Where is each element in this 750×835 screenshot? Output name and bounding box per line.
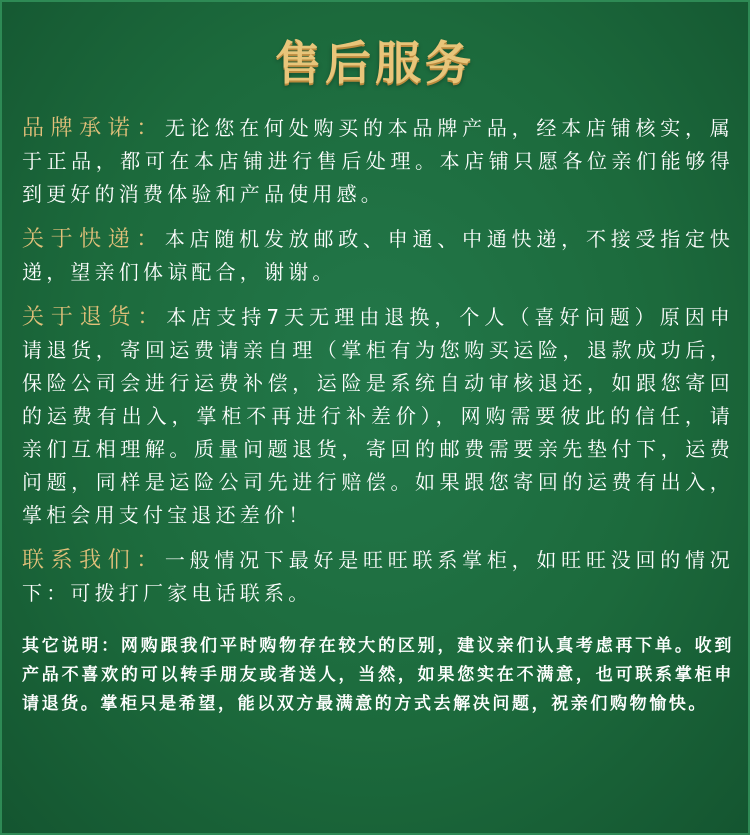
returns-text: 本店支持7天无理由退换，个人（喜好问题）原因申请退货，寄回运费请亲自理（掌柜有为您购买运险，退款成功后，保险公司会进行运费补偿，运险是系统自动审核退还，如跟您寄回的运费有出入，掌柜不再进行补差价），网购需要彼此的信任，请亲们互相理解。质量问题退货，寄回的邮费需要亲先垫付下，运费问题，同样是运险公司先进行赔偿。如果跟您寄回的运费有出入，掌柜会用支付宝退还差价！: [22, 305, 734, 527]
brand-promise-section: [22, 112, 734, 211]
brand-promise-label: 品牌承诺：: [22, 116, 165, 141]
delivery-section: [22, 223, 734, 289]
returns-label: 关于退货：: [22, 305, 167, 330]
delivery-label: 关于快递：: [22, 227, 165, 252]
contact-text: 一般情况下最好是旺旺联系掌柜，如旺旺没回的情况下：可拨打厂家电话联系。: [22, 548, 734, 605]
other-notes-label: 其它说明：: [22, 636, 121, 656]
other-notes-section: [22, 632, 734, 719]
other-notes-text: 网购跟我们平时购物存在较大的区别，建议亲们认真考虑再下单。收到产品不喜欢的可以转手朋友或者送人，当然，如果您实在不满意，也可联系掌柜申请退货。掌柜只是希望，能以双方最满意的方式去解决问题，祝亲们购物愉快。: [22, 636, 734, 714]
brand-promise-text: 无论您在何处购买的本品牌产品，经本店铺核实，属于正品，都可在本店铺进行售后处理。本店铺只愿各位亲们能够得到更好的消费体验和产品使用感。: [22, 116, 734, 206]
page-title: 售后服务: [275, 36, 475, 90]
contact-label: 联系我们：: [22, 548, 165, 573]
returns-section: [22, 301, 734, 532]
delivery-text: 本店随机发放邮政、申通、中通快递，不接受指定快递，望亲们体谅配合，谢谢。: [22, 227, 734, 284]
contact-section: [22, 544, 734, 610]
policy-content: [22, 112, 734, 731]
